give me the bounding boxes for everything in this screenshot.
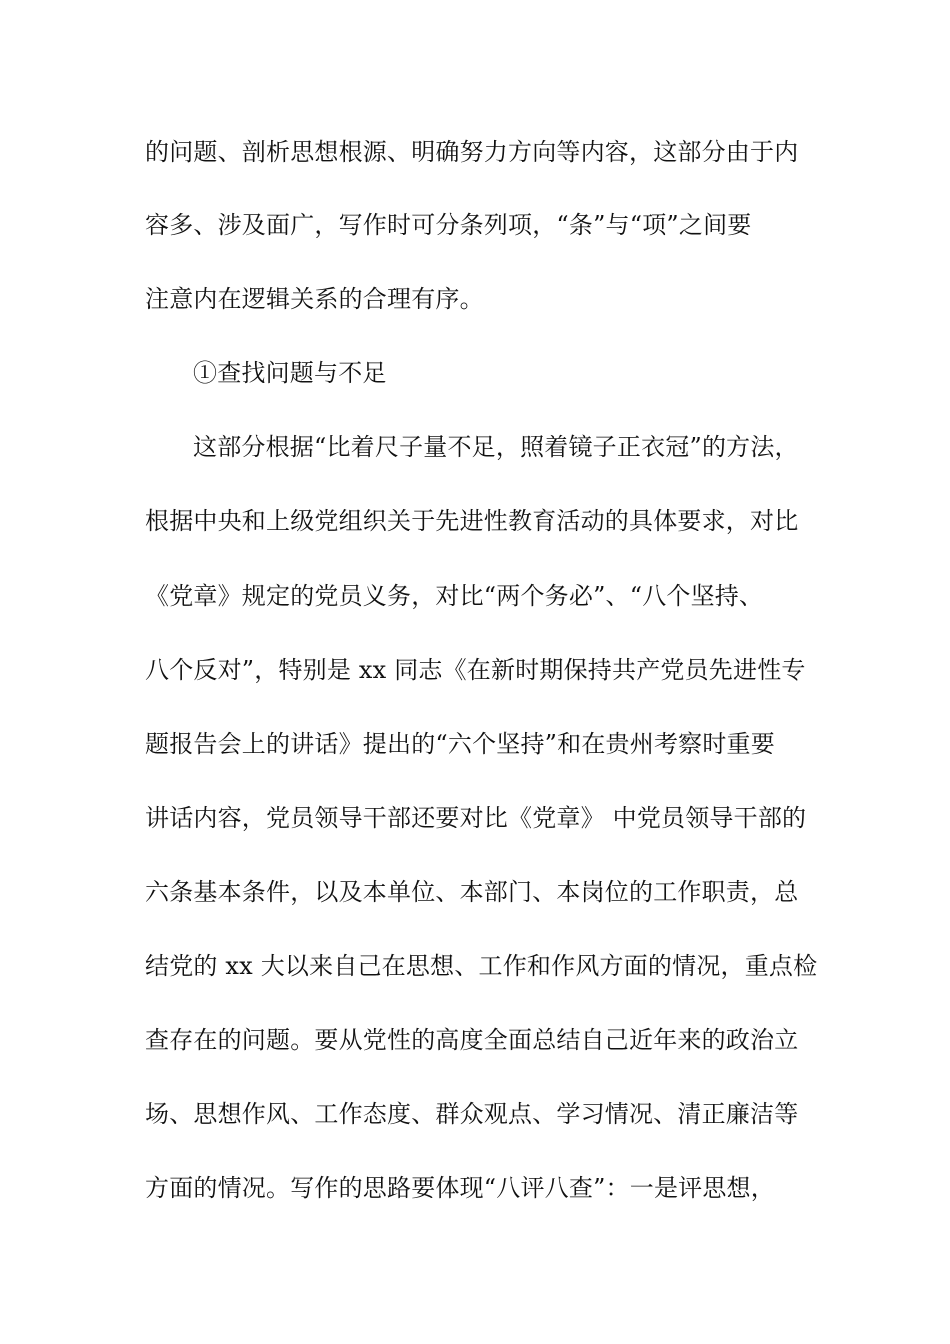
text-line-9: 题报告会上的讲话》提出的“六个坚持”和在贵州考察时重要 [145,730,775,758]
text-line-1: 的问题、剖析思想根源、明确努力方向等内容，这部分由于内 [145,138,799,166]
text-line-11: 六条基本条件，以及本单位、本部门、本岗位的工作职责，总 [145,878,799,906]
text-line-13: 查存在的问题。要从党性的高度全面总结自己近年来的政治立 [145,1026,799,1054]
text-line-5: 这部分根据“比着尺子量不足，照着镜子正衣冠”的方法， [193,433,799,461]
text-line-14: 场、思想作风、工作态度、群众观点、学习情况、清正廉洁等 [145,1100,799,1128]
text-line-8: 八个反对”，特别是 xx 同志《在新时期保持共产党员先进性专 [145,656,806,684]
text-line-15: 方面的情况。写作的思路要体现“八评八查”：一是评思想， [145,1174,775,1202]
text-line-3: 注意内在逻辑关系的合理有序。 [145,285,484,313]
text-line-6: 根据中央和上级党组织关于先进性教育活动的具体要求，对比 [145,507,799,535]
text-line-7: 《党章》规定的党员义务，对比“两个务必”、“八个坚持、 [145,582,764,610]
section-heading: ①查找问题与不足 [193,359,387,387]
text-line-12: 结党的 xx 大以来自己在思想、工作和作风方面的情况，重点检 [145,952,818,980]
text-line-10: 讲话内容，党员领导干部还要对比《党章》 中党员领导干部的 [145,804,807,832]
text-line-2: 容多、涉及面广，写作时可分条列项，“条”与“项”之间要 [145,211,752,239]
